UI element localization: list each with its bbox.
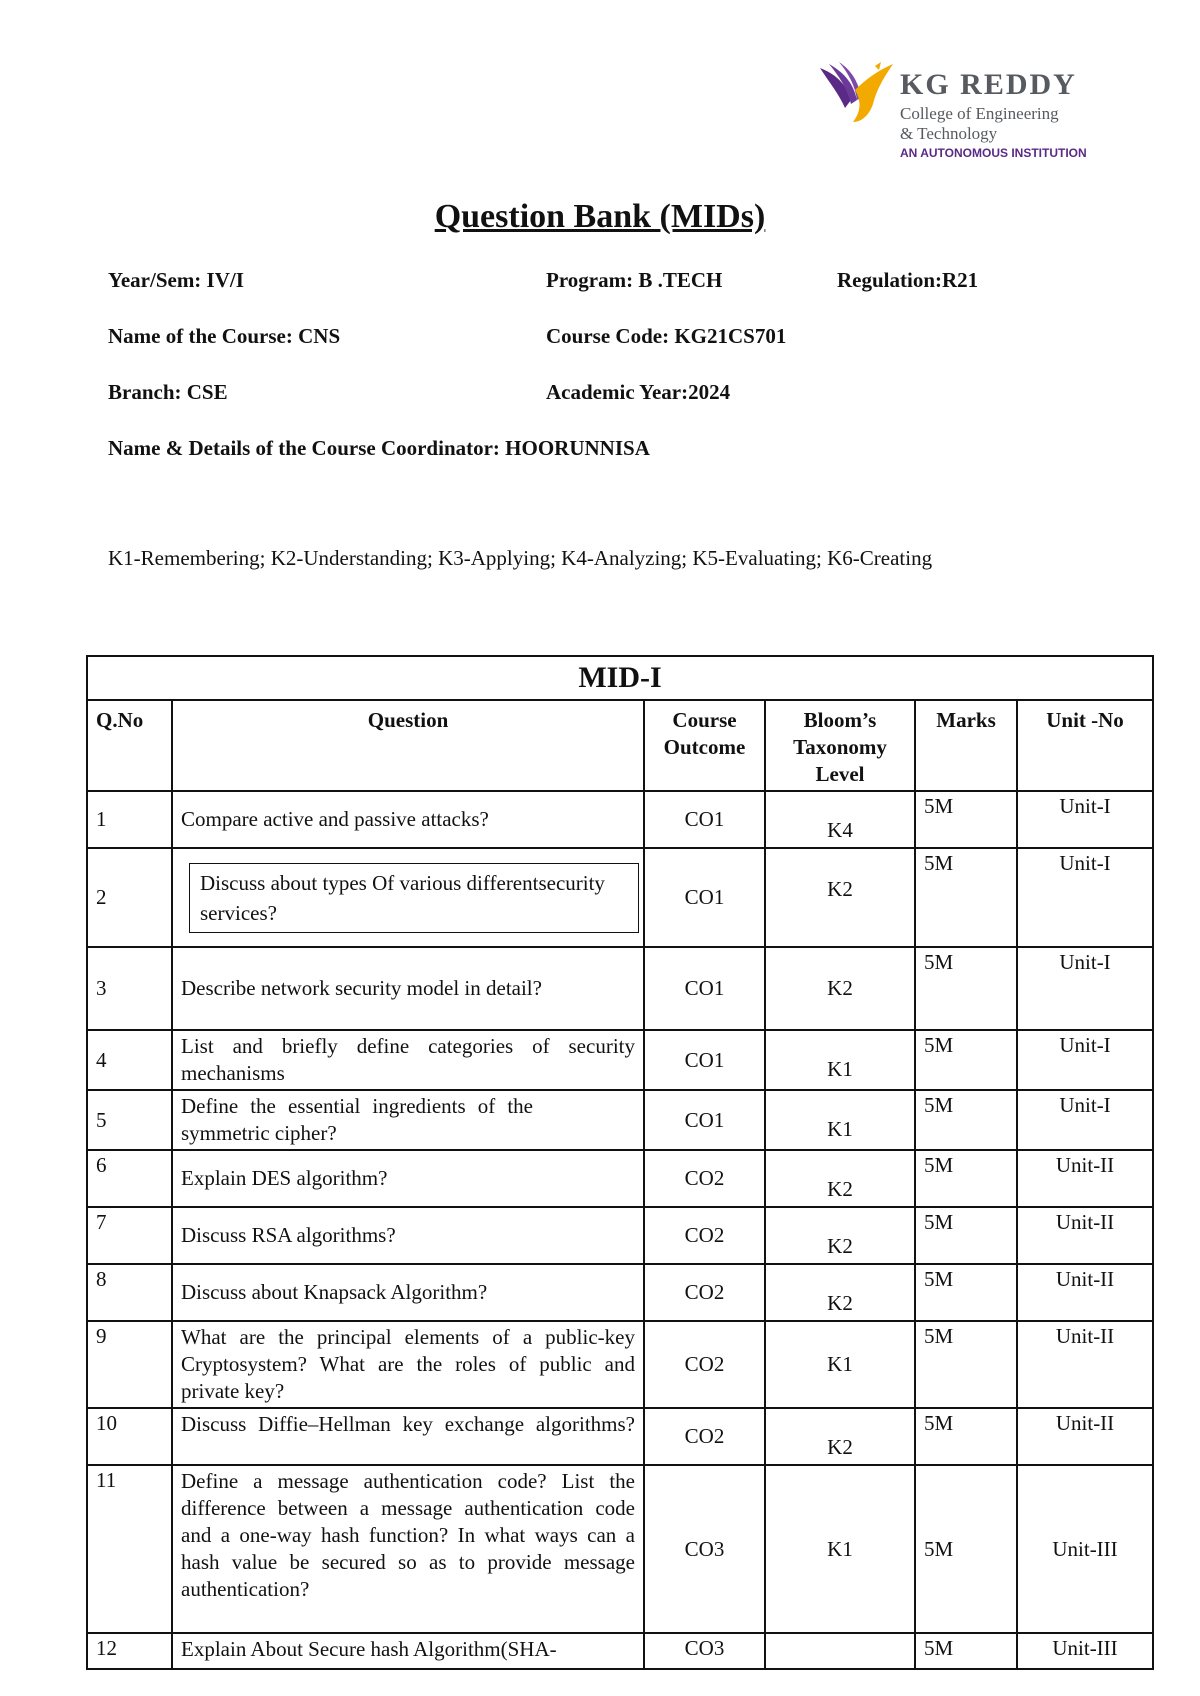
row-marks: 5M [915, 791, 1017, 848]
logo-name: KG REDDY [900, 68, 1077, 101]
row-co: CO2 [644, 1150, 765, 1207]
table-row [87, 1633, 1153, 1669]
course-code: Course Code: KG21CS701 [546, 324, 787, 348]
row-bloom: K4 [765, 791, 915, 848]
row-question: Define a message authentication code? List the difference between a message authentication code and a one-way hash function? In what ways can a hash value be secured so as to provide message authentication? [172, 1465, 644, 1633]
college-logo [815, 60, 1095, 170]
row-co: CO2 [644, 1264, 765, 1321]
row-unit: Unit-III [1017, 1465, 1153, 1633]
header-unit-no: Unit -No [1017, 700, 1153, 791]
row-co: CO3 [644, 1633, 765, 1669]
row-bloom: K2 [765, 1264, 915, 1321]
row-marks: 5M [915, 1321, 1017, 1408]
row-unit: Unit-II [1017, 1207, 1153, 1264]
row-co: CO2 [644, 1207, 765, 1264]
row-bloom: K1 [765, 1030, 915, 1090]
table-row [87, 1207, 1153, 1264]
row-bloom: K2 [765, 848, 915, 947]
program: Program: B .TECH [546, 268, 723, 292]
row-unit: Unit-I [1017, 791, 1153, 848]
row-unit: Unit-II [1017, 1408, 1153, 1465]
row-qno: 7 [87, 1207, 172, 1264]
table-row [87, 1264, 1153, 1321]
row-question: Compare active and passive attacks? [172, 791, 644, 848]
row-marks: 5M [915, 1633, 1017, 1669]
row-question: Discuss about Knapsack Algorithm? [172, 1264, 644, 1321]
row-co: CO3 [644, 1465, 765, 1633]
row-unit: Unit-II [1017, 1321, 1153, 1408]
table-header-row [87, 700, 1153, 791]
row-unit: Unit-I [1017, 848, 1153, 947]
row-marks: 5M [915, 848, 1017, 947]
course-name: Name of the Course: CNS [108, 324, 341, 348]
table-row [87, 791, 1153, 848]
logo-line-2: College of Engineering [900, 104, 1059, 123]
row-unit: Unit-I [1017, 1030, 1153, 1090]
row-question: Define the essential ingredients of the symmetric cipher? [172, 1090, 644, 1150]
row-co: CO2 [644, 1408, 765, 1465]
academic-year: Academic Year:2024 [546, 380, 731, 404]
row-question [172, 848, 644, 947]
row-qno: 8 [87, 1264, 172, 1321]
logo-tagline: AN AUTONOMOUS INSTITUTION [900, 146, 1087, 160]
row-marks: 5M [915, 1207, 1017, 1264]
row-qno: 3 [87, 947, 172, 1030]
row-qno: 6 [87, 1150, 172, 1207]
course-coordinator: Name & Details of the Course Coordinator: HOORUNNISA [108, 436, 650, 460]
row-bloom: K2 [765, 1207, 915, 1264]
row-question: List and briefly define categories of security mechanisms [172, 1030, 644, 1090]
row-marks: 5M [915, 1150, 1017, 1207]
header-course-outcome: Course Outcome [644, 700, 765, 791]
header-marks: Marks [915, 700, 1017, 791]
logo-line-3: & Technology [900, 124, 998, 143]
row-question: Explain About Secure hash Algorithm(SHA- [172, 1633, 644, 1669]
row-qno: 5 [87, 1090, 172, 1150]
row-marks: 5M [915, 1090, 1017, 1150]
row-bloom: K2 [765, 1150, 915, 1207]
row-question: Explain DES algorithm? [172, 1150, 644, 1207]
page-title: Question Bank (MIDs) [434, 198, 766, 235]
row-qno: 12 [87, 1633, 172, 1669]
row-bloom: K2 [765, 1408, 915, 1465]
row-qno: 9 [87, 1321, 172, 1408]
row-unit: Unit-II [1017, 1150, 1153, 1207]
row-qno: 10 [87, 1408, 172, 1465]
row-co: CO1 [644, 791, 765, 848]
row-bloom [765, 1633, 915, 1669]
table-row [87, 1090, 1153, 1150]
row-question: What are the principal elements of a public-key Cryptosystem? What are the roles of public and private key? [172, 1321, 644, 1408]
section-title: MID-I [87, 656, 1153, 700]
branch: Branch: CSE [108, 380, 228, 404]
row-bloom: K1 [765, 1465, 915, 1633]
eagle-icon [815, 60, 897, 130]
question-table [86, 655, 1154, 1670]
year-sem: Year/Sem: IV/I [108, 268, 244, 292]
header-bloom-level: Bloom’s Taxonomy Level [765, 700, 915, 791]
row-bloom: K1 [765, 1321, 915, 1408]
row-marks: 5M [915, 1264, 1017, 1321]
row-question: Describe network security model in detail? [172, 947, 644, 1030]
row-marks: 5M [915, 1408, 1017, 1465]
row-question: Discuss Diffie–Hellman key exchange algorithms? [172, 1408, 644, 1465]
row-question-box: Discuss about types Of various differentsecurity services? [189, 863, 639, 933]
row-co: CO1 [644, 1030, 765, 1090]
header-question: Question [172, 700, 644, 791]
row-unit: Unit-I [1017, 1090, 1153, 1150]
row-qno: 11 [87, 1465, 172, 1633]
table-row [87, 848, 1153, 947]
row-question: Discuss RSA algorithms? [172, 1207, 644, 1264]
table-row [87, 947, 1153, 1030]
taxonomy-legend: K1-Remembering; K2-Understanding; K3-Applying; K4-Analyzing; K5-Evaluating; K6-Creating [108, 546, 933, 570]
table-row [87, 1030, 1153, 1090]
row-co: CO1 [644, 848, 765, 947]
row-qno: 1 [87, 791, 172, 848]
row-co: CO1 [644, 947, 765, 1030]
row-marks: 5M [915, 1030, 1017, 1090]
row-marks: 5M [915, 947, 1017, 1030]
row-co: CO2 [644, 1321, 765, 1408]
table-row [87, 1465, 1153, 1633]
table-row [87, 1321, 1153, 1408]
row-bloom: K1 [765, 1090, 915, 1150]
row-marks: 5M [915, 1465, 1017, 1633]
row-qno: 4 [87, 1030, 172, 1090]
row-qno: 2 [87, 848, 172, 947]
row-unit: Unit-II [1017, 1264, 1153, 1321]
table-row [87, 1150, 1153, 1207]
row-unit: Unit-III [1017, 1633, 1153, 1669]
regulation: Regulation:R21 [837, 268, 979, 292]
row-unit: Unit-I [1017, 947, 1153, 1030]
header-qno: Q.No [87, 700, 172, 791]
row-bloom: K2 [765, 947, 915, 1030]
table-row [87, 1408, 1153, 1465]
row-co: CO1 [644, 1090, 765, 1150]
